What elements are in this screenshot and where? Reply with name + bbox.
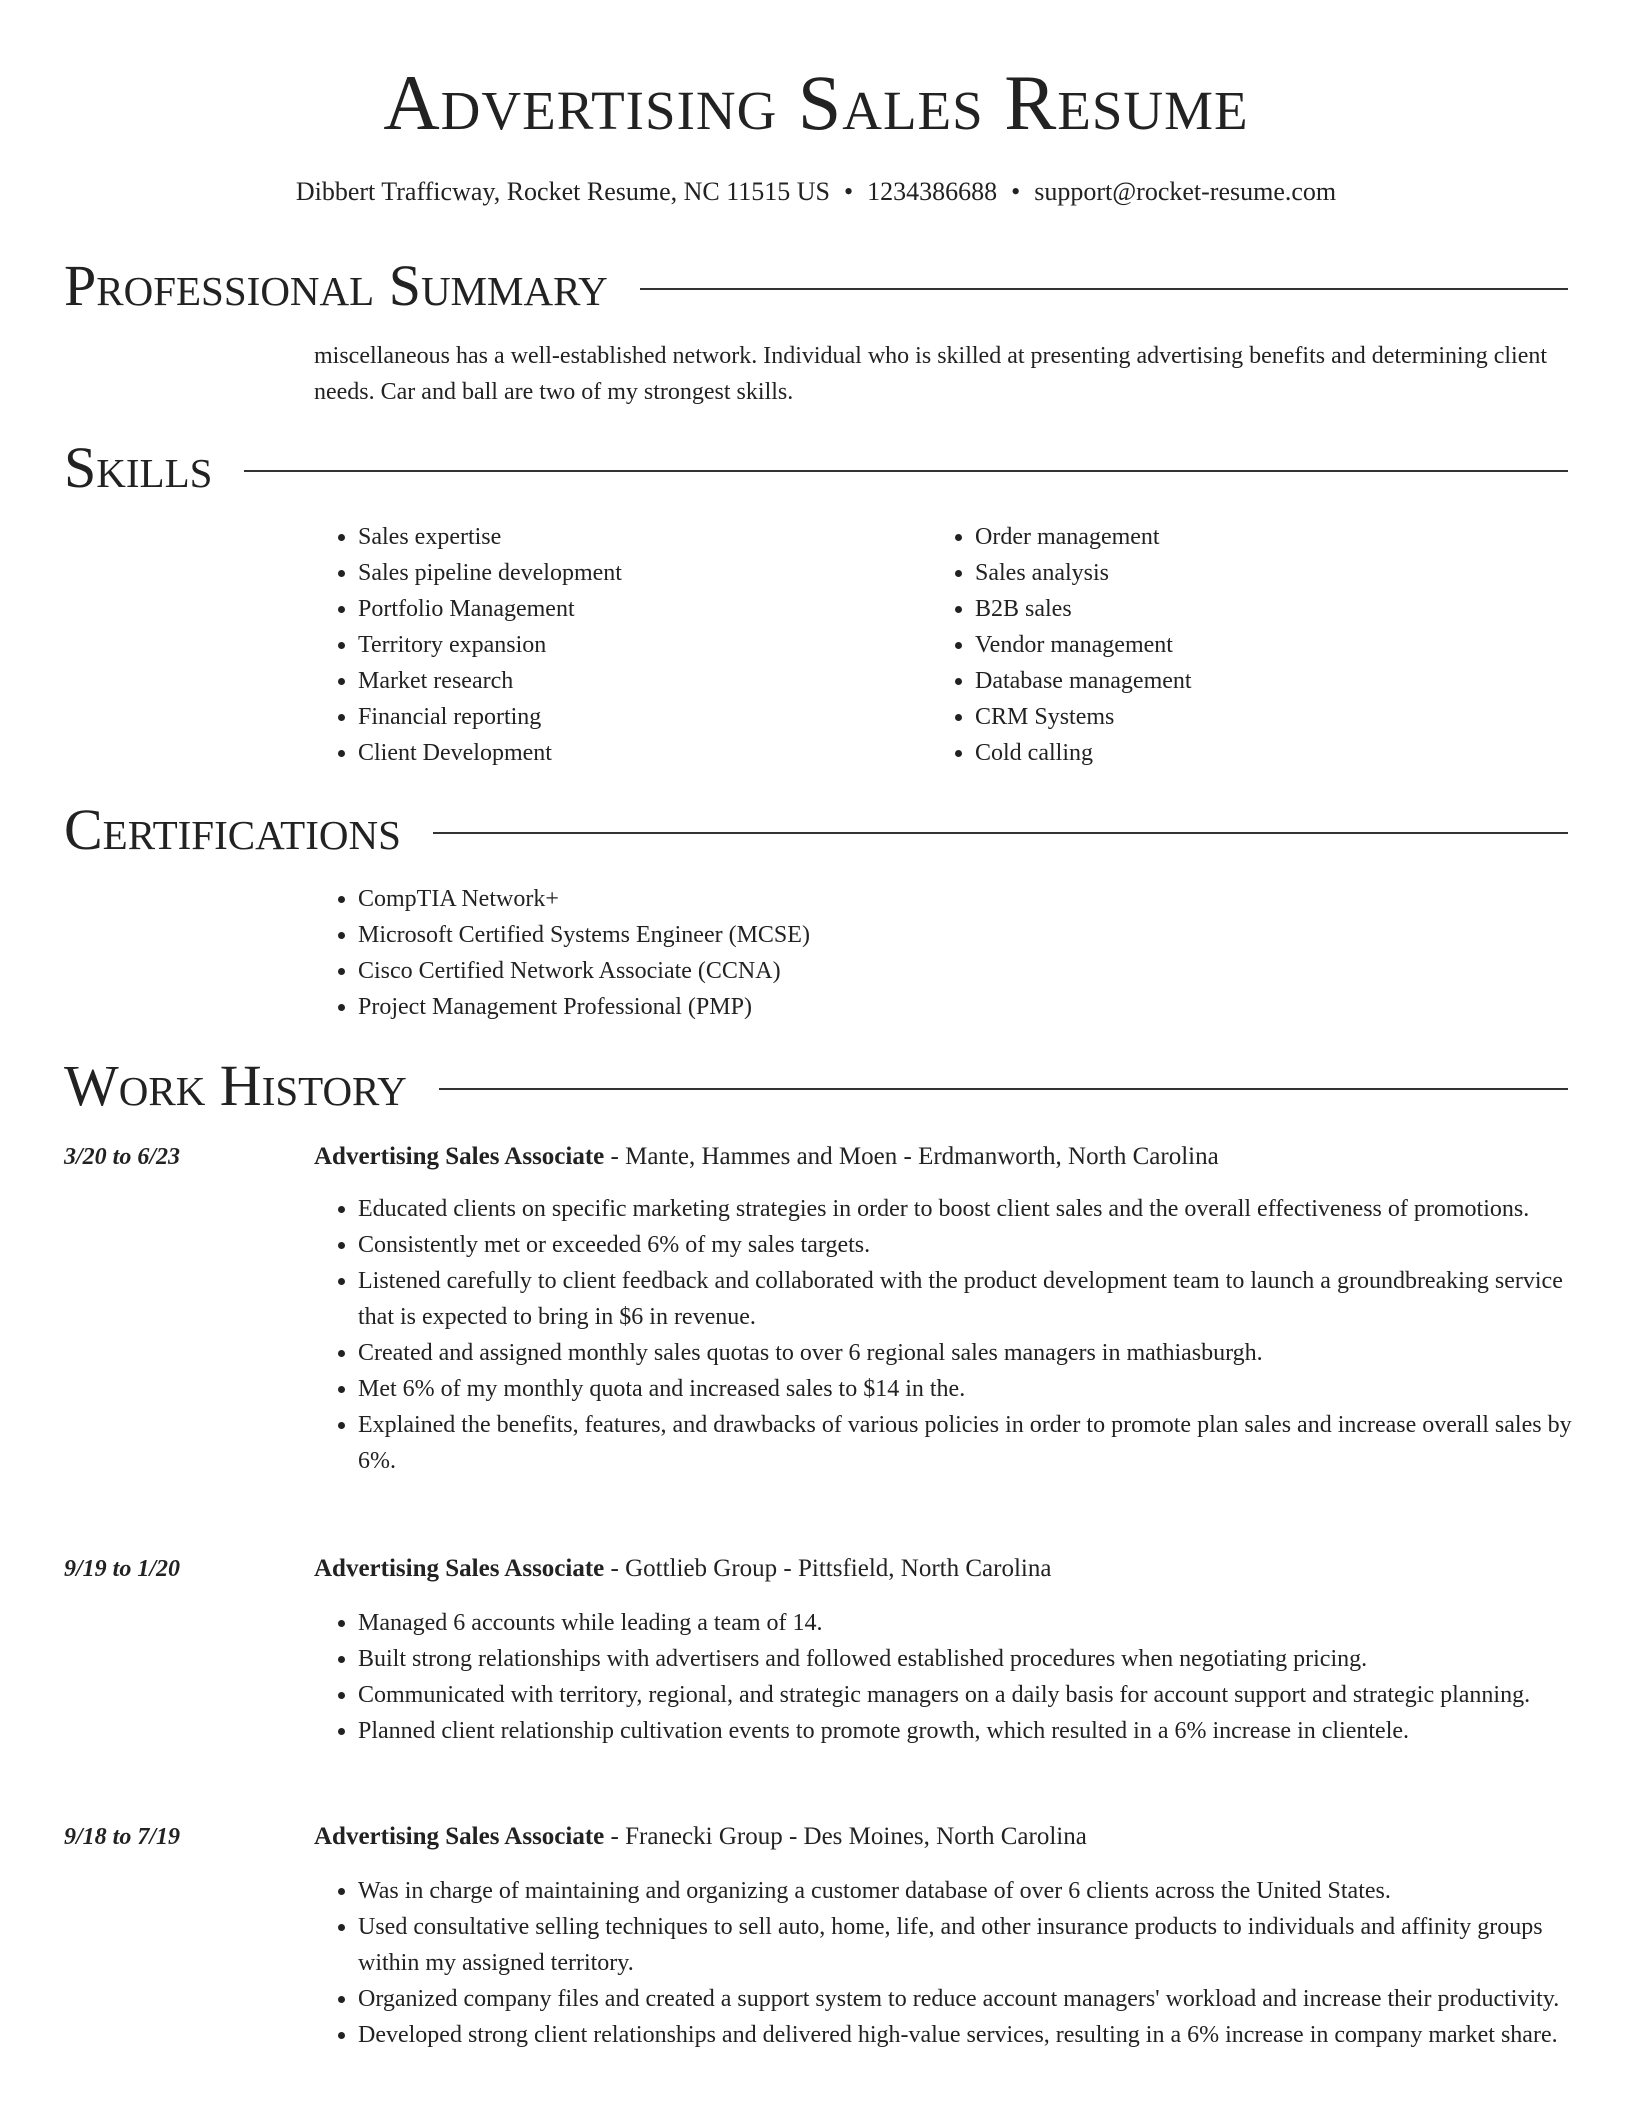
section-divider	[244, 470, 1568, 472]
section-divider	[640, 288, 1568, 290]
contact-separator: •	[844, 177, 854, 206]
job-bullet: • Listened carefully to client feedback and collaborated with the product development team to launch a groundbreaking service that is expected to bring in $6 in revenue.	[358, 1263, 1584, 1335]
job-bullet: • Created and assigned monthly sales quotas to over 6 regional sales managers in mathiasburgh.	[358, 1335, 1584, 1371]
skill-item: • Vendor management	[975, 627, 1575, 663]
job-bullet: • Educated clients on specific marketing strategies in order to boost client sales and the overall effectiveness of promotions.	[358, 1191, 1584, 1227]
job-company-location: - Gottlieb Group - Pittsfield, North Carolina	[604, 1555, 1052, 1582]
job-bullets	[314, 1191, 1584, 1479]
summary-text: miscellaneous has a well-established network. Individual who is skilled at presenting advertising benefits and determining client needs. Car and ball are two of my strongest skills.	[314, 343, 1548, 405]
certification-item: • CompTIA Network+	[358, 881, 1558, 917]
certification-item: • Cisco Certified Network Associate (CCNA)	[358, 953, 1558, 989]
work-heading: Work History	[64, 1053, 407, 1118]
certifications-section-header	[64, 798, 1568, 862]
job-bullet: • Managed 6 accounts while leading a team of 14.	[358, 1605, 1584, 1641]
job-bullet: • Explained the benefits, features, and drawbacks of various policies in order to promote plan sales and increase overall sales by 6%.	[358, 1407, 1584, 1479]
job-bullet: • Planned client relationship cultivation events to promote growth, which resulted in a 6% increase in clientele.	[358, 1713, 1584, 1749]
skill-item: • Cold calling	[975, 735, 1575, 771]
job-bullets	[314, 1605, 1584, 1749]
skills-section-header	[64, 436, 1568, 500]
skills-list-left	[314, 519, 918, 771]
skills-list-right	[931, 519, 1575, 771]
job-role: Advertising Sales Associate	[314, 1555, 605, 1582]
job-bullet: • Used consultative selling techniques to sell auto, home, life, and other insurance products to individuals and affinity groups within my assigned territory.	[358, 1909, 1584, 1981]
job-dates: 9/19 to 1/20	[64, 1556, 181, 1582]
skill-item: • Portfolio Management	[358, 591, 918, 627]
section-divider	[439, 1088, 1568, 1090]
skill-item: • Client Development	[358, 735, 918, 771]
job-heading	[314, 1819, 1568, 1855]
job-bullet: • Built strong relationships with advertisers and followed established procedures when negotiating pricing.	[358, 1641, 1584, 1677]
skill-item: • Sales expertise	[358, 519, 918, 555]
job-bullet: • Organized company files and created a support system to reduce account managers' workload and increase their productivity.	[358, 1981, 1584, 2017]
skill-item: • Sales analysis	[975, 555, 1575, 591]
job-bullets	[314, 1873, 1584, 2053]
job-company-location: - Franecki Group - Des Moines, North Carolina	[604, 1823, 1087, 1850]
skills-heading: Skills	[64, 435, 213, 500]
job-dates: 3/20 to 6/23	[64, 1144, 181, 1170]
job-bullet: • Developed strong client relationships and delivered high-value services, resulting in a 6% increase in company market share.	[358, 2017, 1584, 2053]
skill-item: • Financial reporting	[358, 699, 918, 735]
job-bullet: • Communicated with territory, regional, and strategic managers on a daily basis for account support and strategic planning.	[358, 1677, 1584, 1713]
certifications-list	[314, 881, 1558, 1025]
job-bullet: • Met 6% of my monthly quota and increased sales to $14 in the.	[358, 1371, 1584, 1407]
skill-item: • Sales pipeline development	[358, 555, 918, 591]
job-role: Advertising Sales Associate	[314, 1143, 605, 1170]
skill-item: • B2B sales	[975, 591, 1575, 627]
skill-item: • CRM Systems	[975, 699, 1575, 735]
certifications-heading: Certifications	[64, 797, 401, 862]
certification-item: • Project Management Professional (PMP)	[358, 989, 1558, 1025]
job-bullet: • Consistently met or exceeded 6% of my sales targets.	[358, 1227, 1584, 1263]
work-section-header	[64, 1054, 1568, 1118]
skill-item: • Territory expansion	[358, 627, 918, 663]
job-dates: 9/18 to 7/19	[64, 1824, 181, 1850]
summary-heading: Professional Summary	[64, 253, 608, 318]
contact-email[interactable]: support@rocket-resume.com	[1034, 177, 1337, 206]
resume-title: Advertising Sales Resume	[383, 59, 1249, 146]
contact-phone: 1234386688	[867, 177, 998, 206]
skill-item: • Order management	[975, 519, 1575, 555]
certification-item: • Microsoft Certified Systems Engineer (MCSE)	[358, 917, 1558, 953]
job-heading	[314, 1139, 1568, 1175]
job-heading	[314, 1551, 1568, 1587]
job-role: Advertising Sales Associate	[314, 1823, 605, 1850]
skill-item: • Market research	[358, 663, 918, 699]
section-divider	[433, 832, 1568, 834]
skill-item: • Database management	[975, 663, 1575, 699]
job-company-location: - Mante, Hammes and Moen - Erdmanworth, North Carolina	[604, 1143, 1219, 1170]
contact-line	[0, 176, 1632, 208]
summary-section-header	[64, 254, 1568, 318]
job-bullet: • Was in charge of maintaining and organizing a customer database of over 6 clients across the United States.	[358, 1873, 1584, 1909]
contact-separator: •	[1011, 177, 1021, 206]
contact-address: Dibbert Trafficway, Rocket Resume, NC 11515 US	[295, 177, 830, 206]
